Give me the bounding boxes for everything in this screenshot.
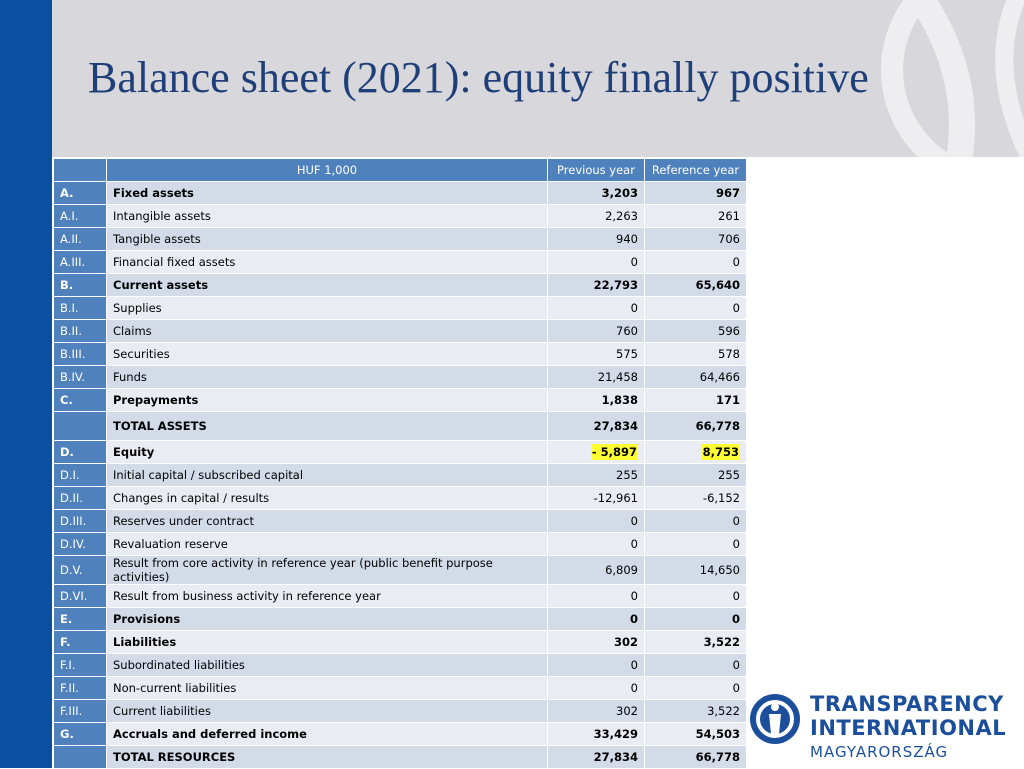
row-previous-year: 33,429 — [548, 723, 645, 746]
row-previous-year: 302 — [548, 631, 645, 654]
logo-wordmark — [810, 692, 1006, 740]
row-reference-year: 0 — [645, 297, 747, 320]
row-label: Financial fixed assets — [107, 251, 548, 274]
header-label: HUF 1,000 — [107, 159, 548, 182]
slide-title: Balance sheet (2021): equity finally positive — [88, 53, 869, 102]
row-label: Revaluation reserve — [107, 533, 548, 556]
logo-line-2: INTERNATIONAL — [810, 716, 1007, 740]
table-row — [54, 585, 747, 608]
row-reference-year: 255 — [645, 464, 747, 487]
header-reference-year: Reference year — [645, 159, 747, 182]
row-code: D. — [54, 441, 107, 464]
table-row — [54, 297, 747, 320]
row-code: G. — [54, 723, 107, 746]
row-previous-year: 3,203 — [548, 182, 645, 205]
table-body — [54, 182, 747, 769]
table-row — [54, 389, 747, 412]
row-code — [54, 412, 107, 441]
row-label: Funds — [107, 366, 548, 389]
row-reference-year: 3,522 — [645, 631, 747, 654]
row-previous-year — [548, 441, 645, 464]
row-label: Current assets — [107, 274, 548, 297]
row-code: F.III. — [54, 700, 107, 723]
row-previous-year: 0 — [548, 677, 645, 700]
row-code: F.I. — [54, 654, 107, 677]
row-code: B. — [54, 274, 107, 297]
row-label: Current liabilities — [107, 700, 548, 723]
row-reference-year: 14,650 — [645, 556, 747, 585]
row-reference-year: 54,503 — [645, 723, 747, 746]
row-reference-year: 578 — [645, 343, 747, 366]
row-label: Equity — [107, 441, 548, 464]
row-previous-year: 0 — [548, 654, 645, 677]
row-previous-year: 255 — [548, 464, 645, 487]
table-row — [54, 320, 747, 343]
balance-sheet-table — [53, 158, 747, 769]
row-reference-year: 261 — [645, 205, 747, 228]
table-row — [54, 556, 747, 585]
row-label: Initial capital / subscribed capital — [107, 464, 548, 487]
row-reference-year: 66,778 — [645, 412, 747, 441]
row-code: F. — [54, 631, 107, 654]
row-reference-year: 171 — [645, 389, 747, 412]
row-previous-year: -12,961 — [548, 487, 645, 510]
row-code: B.IV. — [54, 366, 107, 389]
table-row — [54, 677, 747, 700]
row-previous-year: 302 — [548, 700, 645, 723]
row-label: Provisions — [107, 608, 548, 631]
row-previous-year: 0 — [548, 510, 645, 533]
row-reference-year: 0 — [645, 510, 747, 533]
table-row — [54, 723, 747, 746]
row-reference-year: 0 — [645, 533, 747, 556]
table-row — [54, 700, 747, 723]
header-code — [54, 159, 107, 182]
table-row — [54, 366, 747, 389]
table-row — [54, 274, 747, 297]
row-label: Non-current liabilities — [107, 677, 548, 700]
row-reference-year: 3,522 — [645, 700, 747, 723]
row-previous-year: 575 — [548, 343, 645, 366]
row-label: Result from business activity in reference year — [107, 585, 548, 608]
row-code: D.III. — [54, 510, 107, 533]
table-row — [54, 654, 747, 677]
highlighted-value: - 5,897 — [591, 445, 637, 459]
header-previous-year: Previous year — [548, 159, 645, 182]
table-row — [54, 631, 747, 654]
row-previous-year: 2,263 — [548, 205, 645, 228]
row-reference-year: 596 — [645, 320, 747, 343]
table-row — [54, 251, 747, 274]
row-code — [54, 746, 107, 769]
logo-subtitle: MAGYARORSZÁG — [810, 743, 949, 761]
row-reference-year: 65,640 — [645, 274, 747, 297]
row-label: Supplies — [107, 297, 548, 320]
row-code: D.VI. — [54, 585, 107, 608]
row-label: Securities — [107, 343, 548, 366]
row-reference-year: 0 — [645, 251, 747, 274]
row-previous-year: 760 — [548, 320, 645, 343]
row-previous-year: 21,458 — [548, 366, 645, 389]
row-code: B.I. — [54, 297, 107, 320]
row-previous-year: 22,793 — [548, 274, 645, 297]
table-row — [54, 205, 747, 228]
row-reference-year: 706 — [645, 228, 747, 251]
row-label: Accruals and deferred income — [107, 723, 548, 746]
row-previous-year: 0 — [548, 251, 645, 274]
row-label: Changes in capital / results — [107, 487, 548, 510]
row-previous-year: 1,838 — [548, 389, 645, 412]
row-label: Claims — [107, 320, 548, 343]
row-code: A.I. — [54, 205, 107, 228]
row-code: D.V. — [54, 556, 107, 585]
row-code: A.II. — [54, 228, 107, 251]
table-row — [54, 533, 747, 556]
table-row — [54, 441, 747, 464]
logo-line-1: TRANSPARENCY — [810, 692, 1004, 716]
row-reference-year: 64,466 — [645, 366, 747, 389]
row-label: Tangible assets — [107, 228, 548, 251]
row-reference-year: -6,152 — [645, 487, 747, 510]
row-reference-year: 0 — [645, 654, 747, 677]
row-previous-year: 27,834 — [548, 412, 645, 441]
row-code: D.II. — [54, 487, 107, 510]
row-previous-year: 27,834 — [548, 746, 645, 769]
row-reference-year: 0 — [645, 677, 747, 700]
row-label: Prepayments — [107, 389, 548, 412]
table-row — [54, 746, 747, 769]
table-row — [54, 464, 747, 487]
row-code: B.II. — [54, 320, 107, 343]
row-code: C. — [54, 389, 107, 412]
row-previous-year: 0 — [548, 533, 645, 556]
left-accent-bar — [0, 0, 52, 768]
row-label: TOTAL RESOURCES — [107, 746, 548, 769]
row-label: Intangible assets — [107, 205, 548, 228]
table-row — [54, 510, 747, 533]
row-label: TOTAL ASSETS — [107, 412, 548, 441]
row-previous-year: 0 — [548, 297, 645, 320]
row-label: Liabilities — [107, 631, 548, 654]
highlighted-value: 8,753 — [702, 445, 739, 459]
row-reference-year — [645, 441, 747, 464]
row-previous-year: 6,809 — [548, 556, 645, 585]
row-code: E. — [54, 608, 107, 631]
table-row — [54, 343, 747, 366]
row-label: Result from core activity in reference year (public benefit purpose activities) — [107, 556, 548, 585]
table-row — [54, 412, 747, 441]
table-row — [54, 487, 747, 510]
table-row — [54, 228, 747, 251]
row-label: Fixed assets — [107, 182, 548, 205]
table-row — [54, 608, 747, 631]
row-previous-year: 0 — [548, 608, 645, 631]
row-reference-year: 0 — [645, 608, 747, 631]
row-code: B.III. — [54, 343, 107, 366]
row-code: F.II. — [54, 677, 107, 700]
row-code: D.I. — [54, 464, 107, 487]
row-previous-year: 0 — [548, 585, 645, 608]
row-code: A.III. — [54, 251, 107, 274]
row-reference-year: 967 — [645, 182, 747, 205]
table-row — [54, 182, 747, 205]
row-label: Reserves under contract — [107, 510, 548, 533]
row-code: A. — [54, 182, 107, 205]
row-previous-year: 940 — [548, 228, 645, 251]
row-code: D.IV. — [54, 533, 107, 556]
table-header-row — [54, 159, 747, 182]
row-reference-year: 66,778 — [645, 746, 747, 769]
row-label: Subordinated liabilities — [107, 654, 548, 677]
row-reference-year: 0 — [645, 585, 747, 608]
